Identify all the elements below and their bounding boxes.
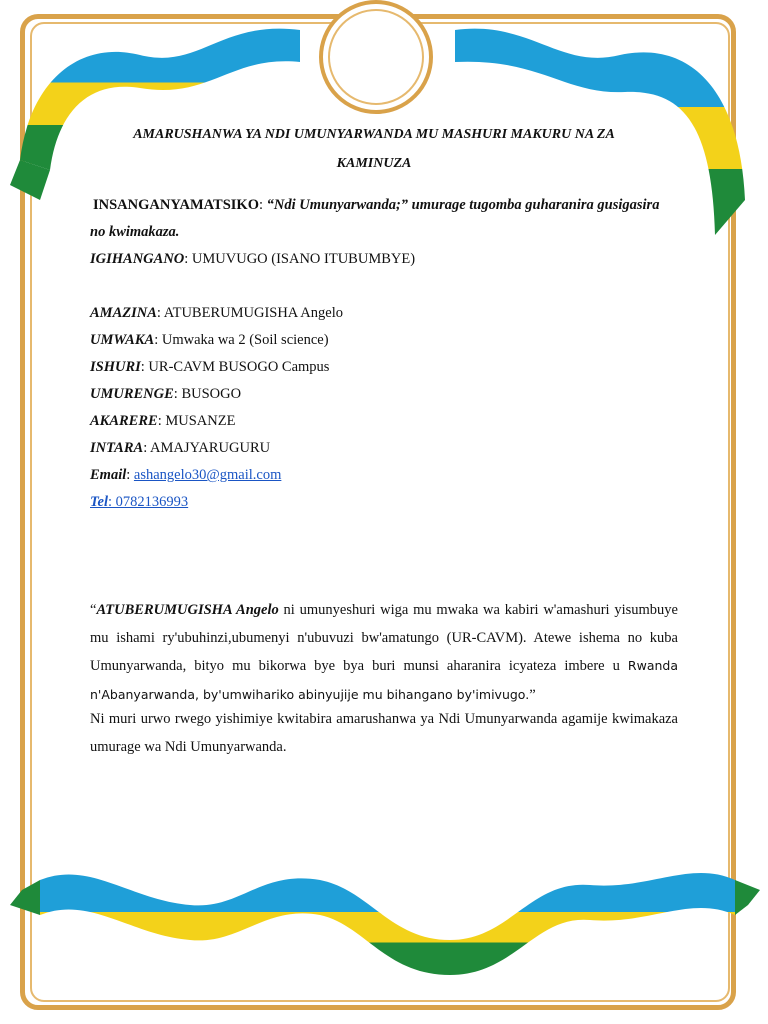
detail-row bbox=[90, 413, 235, 430]
tel-label: Tel bbox=[90, 494, 108, 510]
detail-label: UMWAKA bbox=[90, 332, 155, 348]
theme-text: “Ndi Umunyarwanda;” umurage tugomba guharanira gusigasira bbox=[266, 197, 660, 213]
detail-label: INTARA bbox=[90, 440, 144, 456]
close-quote: ” bbox=[529, 686, 536, 703]
detail-value: : MUSANZE bbox=[157, 413, 236, 429]
category-label: IGIHANGANO bbox=[90, 251, 185, 267]
detail-label: AMAZINA bbox=[90, 305, 157, 321]
detail-row bbox=[90, 332, 329, 349]
bio-tail: Rwanda n'Abanyarwanda, by'umwihariko abinyujije mu bihangano by'imivugo. bbox=[90, 658, 678, 702]
detail-value: : ATUBERUMUGISHA Angelo bbox=[156, 305, 343, 321]
detail-row bbox=[90, 386, 241, 403]
bottom-ribbon-left-tail bbox=[10, 880, 40, 915]
bio-name: ATUBERUMUGISHA Angelo bbox=[96, 602, 279, 618]
closing-paragraph: Ni muri urwo rwego yishimiye kwitabira amarushanwa ya Ndi Umunyarwanda agamije kwimakaza umurage wa Ndi Umunyarwanda. bbox=[90, 711, 678, 755]
detail-label: UMURENGE bbox=[90, 386, 174, 402]
theme-text-2: no kwimakaza. bbox=[90, 224, 180, 240]
tel-link[interactable] bbox=[90, 494, 188, 510]
detail-label: AKARERE bbox=[90, 413, 158, 429]
bio-text: ni umunyeshuri wiga mu mwaka wa kabiri w'amashuri yisumbuye mu ishami ry'ubuhinzi,ubumenyi n'ubuvuzi bw'amatungo (UR-CAVM). Atewe ishema no kuba Umunyarwanda, bityo mu bikorwa bye bya buri munsi aharanira icyateza imbere u bbox=[90, 602, 678, 674]
bottom-ribbon bbox=[40, 873, 735, 975]
email-separator: : bbox=[126, 467, 134, 483]
title-line-2: KAMINUZA bbox=[336, 156, 412, 171]
bio-paragraph bbox=[90, 597, 678, 709]
detail-value: : Umwaka wa 2 (Soil science) bbox=[154, 332, 329, 348]
email-row bbox=[90, 467, 281, 484]
detail-row bbox=[90, 440, 270, 457]
tel-value: : 0782136993 bbox=[108, 494, 189, 510]
email-link[interactable]: ashangelo30@gmail.com bbox=[133, 467, 282, 483]
detail-label: ISHURI bbox=[90, 359, 141, 375]
detail-value: : UR-CAVM BUSOGO Campus bbox=[140, 359, 330, 375]
open-quote: “ bbox=[90, 602, 97, 618]
tel-row bbox=[90, 494, 188, 511]
title-line-1: AMARUSHANWA YA NDI UMUNYARWANDA MU MASHURI MAKURU NA ZA bbox=[133, 127, 615, 142]
category-line bbox=[90, 251, 415, 268]
detail-value: : AMAJYARUGURU bbox=[143, 440, 271, 456]
document-title bbox=[104, 120, 644, 178]
detail-value: : BUSOGO bbox=[173, 386, 242, 402]
email-label: Email bbox=[90, 467, 127, 483]
theme-label: INSANGANYAMATSIKO bbox=[93, 197, 259, 213]
category-value: : UMUVUGO (ISANO ITUBUMBYE) bbox=[184, 251, 416, 267]
detail-row bbox=[90, 305, 343, 322]
top-medallion bbox=[319, 0, 433, 114]
bottom-ribbon-right-tail bbox=[735, 880, 760, 915]
theme-line: INSANGANYAMATSIKO: “Ndi Umunyarwanda;” umurage tugomba guharanira gusigasira bbox=[93, 197, 660, 213]
detail-row bbox=[90, 359, 329, 376]
theme-line-2 bbox=[90, 224, 179, 241]
